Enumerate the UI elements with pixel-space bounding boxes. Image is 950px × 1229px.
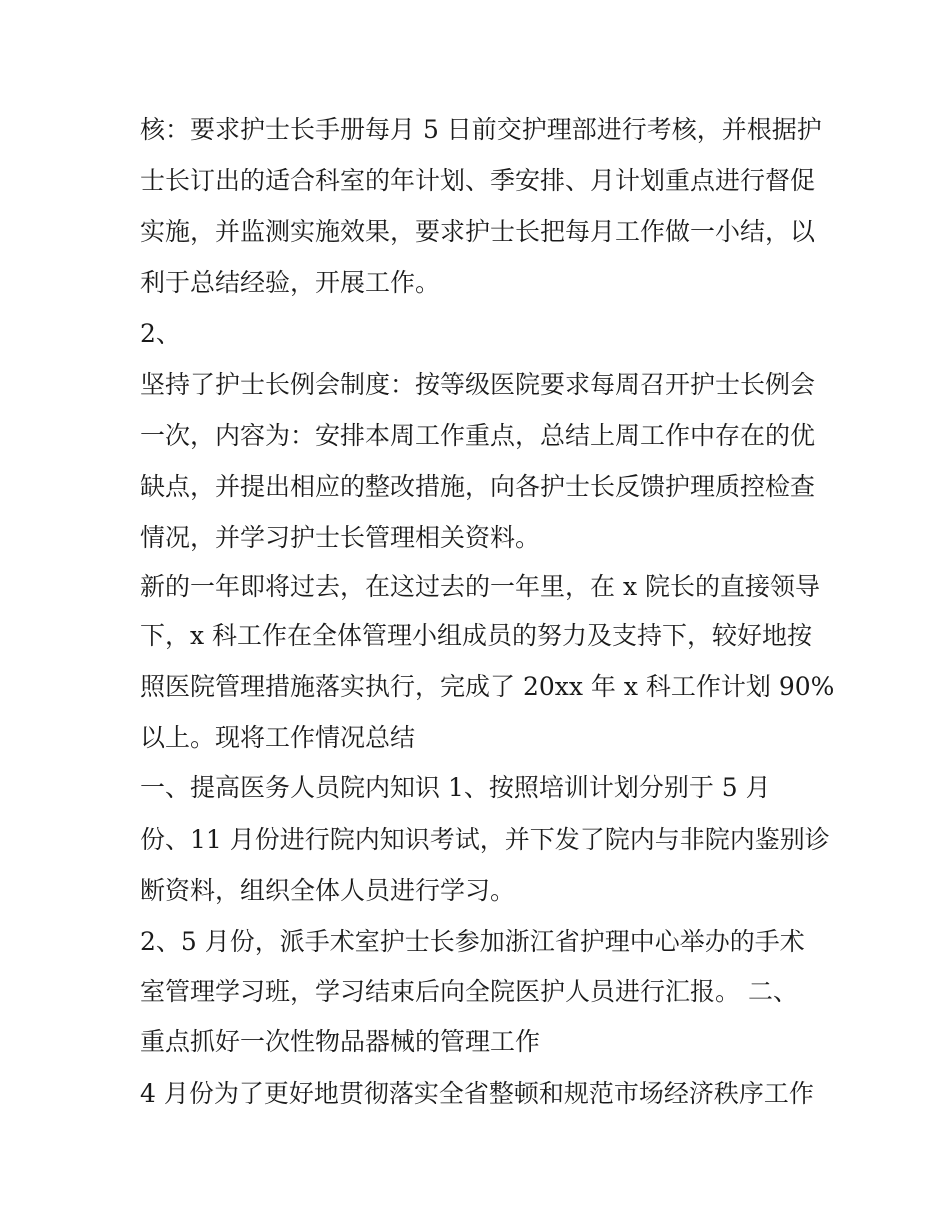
text-line: 坚持了护士长例会制度：按等级医院要求每周召开护士长例会 xyxy=(140,370,816,399)
text-line: 利于总结经验，开展工作。 xyxy=(140,268,441,297)
text-line: 份、11 月份进行院内知识考试，并下发了院内与非院内鉴别诊 xyxy=(140,825,830,854)
text-line: 核：要求护士长手册每月 5 日前交护理部进行考核，并根据护 xyxy=(140,115,822,144)
text-line: 断资料，组织全体人员进行学习。 xyxy=(140,876,516,905)
text-line: 室管理学习班，学习结束后向全院医护人员进行汇报。 二、 xyxy=(140,977,798,1006)
text-line: 下，x 科工作在全体管理小组成员的努力及支持下，较好地按 xyxy=(140,621,813,650)
text-line: 缺点，并提出相应的整改措施，向各护士长反馈护理质控检查 xyxy=(140,472,816,501)
text-line: 情况，并学习护士长管理相关资料。 xyxy=(140,523,541,552)
text-line: 士长订出的适合科室的年计划、季安排、月计划重点进行督促 xyxy=(140,166,816,195)
text-line: 新的一年即将过去，在这过去的一年里，在 x 院长的直接领导 xyxy=(140,572,820,601)
text-line: 4 月份为了更好地贯彻落实全省整顿和规范市场经济秩序工作 xyxy=(140,1079,814,1108)
text-line: 2、5 月份，派手术室护士长参加浙江省护理中心举办的手术 xyxy=(140,927,805,956)
text-line: 以上。现将工作情况总结 xyxy=(140,723,416,752)
text-line: 重点抓好一次性物品器械的管理工作 xyxy=(140,1027,541,1056)
text-line: 一次，内容为：安排本周工作重点，总结上周工作中存在的优 xyxy=(140,421,816,450)
text-line: 2、 xyxy=(140,319,181,348)
text-line: 实施，并监测实施效果，要求护士长把每月工作做一小结，以 xyxy=(140,217,816,246)
text-line: 照医院管理措施落实执行，完成了 20xx 年 x 科工作计划 90% xyxy=(140,672,835,701)
text-line: 一、提高医务人员院内知识 1、按照培训计划分别于 5 月 xyxy=(140,773,771,802)
